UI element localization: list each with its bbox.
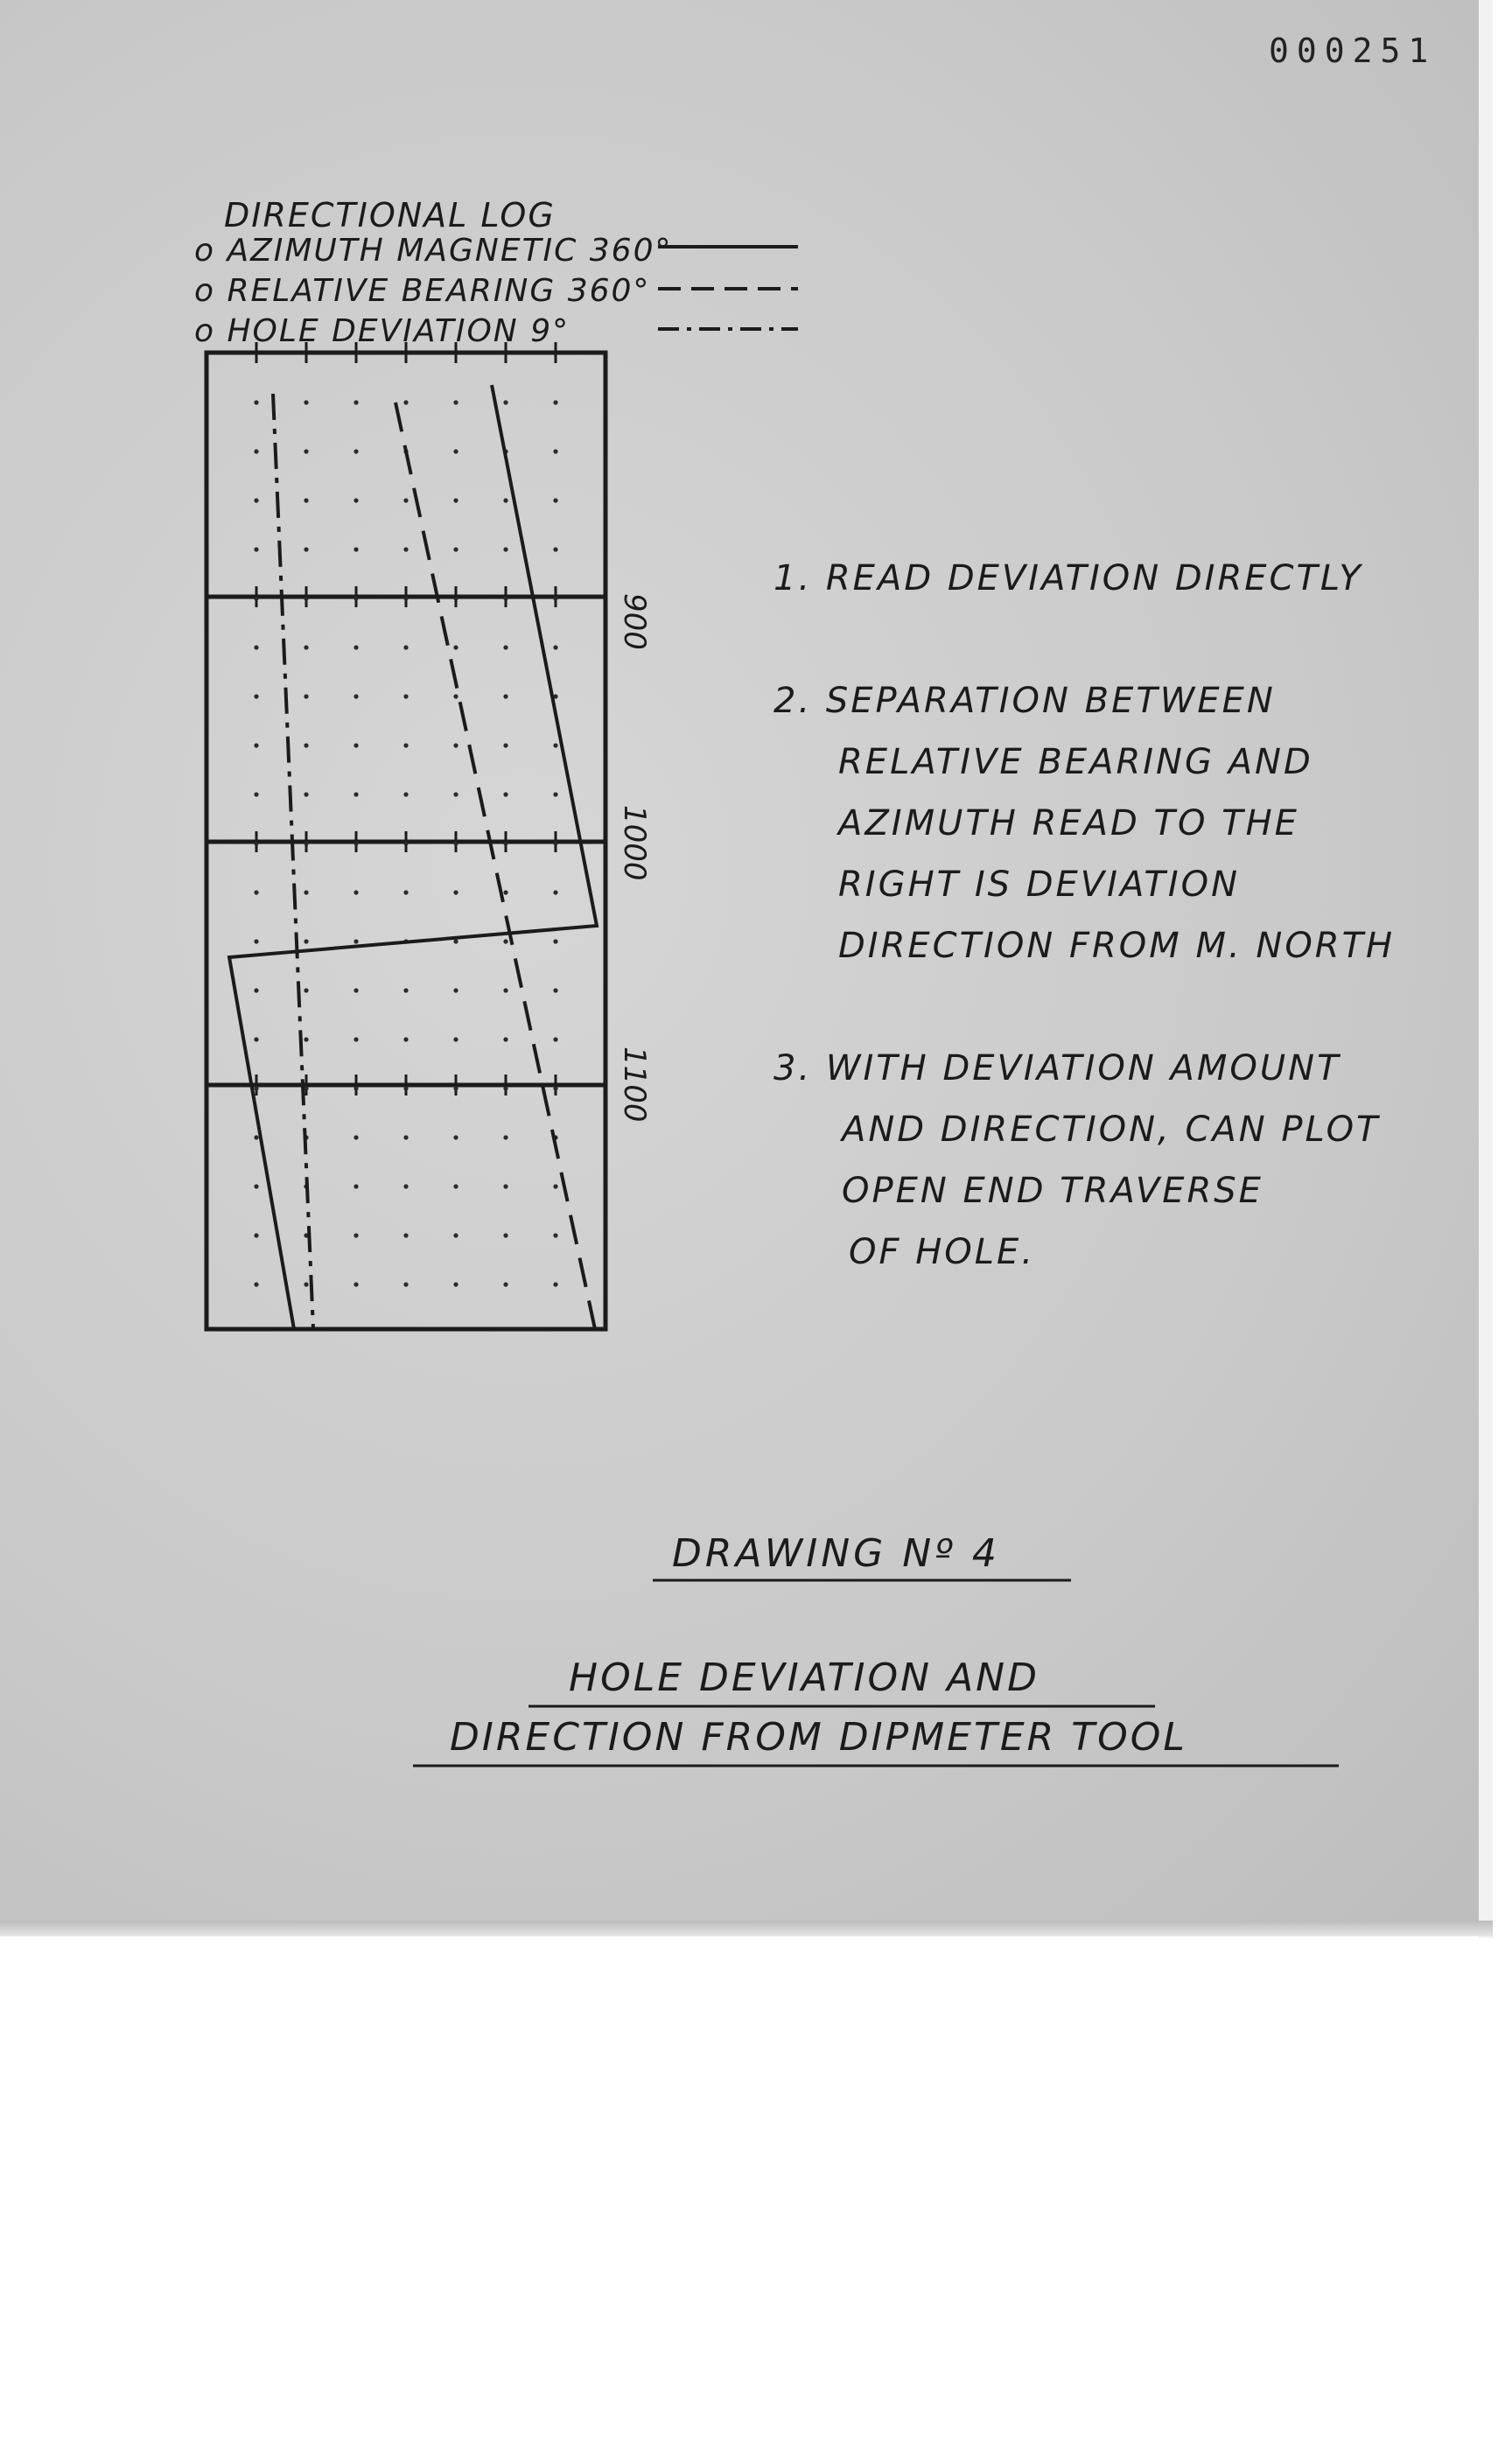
grid-dot: [553, 1184, 557, 1188]
grid-dot: [254, 596, 258, 600]
note-2-line: RELATIVE BEARING AND: [838, 742, 1313, 782]
grid-dot: [304, 1037, 308, 1041]
grid-dot: [453, 547, 458, 551]
grid-dot: [254, 645, 258, 649]
note-2-line: DIRECTION FROM M. NORTH: [838, 926, 1396, 966]
grid-dot: [503, 400, 508, 404]
grid-dot: [254, 743, 258, 747]
drawing-label: DRAWING Nº 4: [672, 1531, 1000, 1576]
grid-dot: [553, 596, 557, 600]
grid-dot: [304, 743, 308, 747]
depth-label-900: 900: [617, 593, 652, 650]
grid-dot: [553, 1282, 557, 1286]
grid-dot: [403, 498, 408, 502]
legend-label-relative-bearing: RELATIVE BEARING: [227, 273, 556, 309]
grid-dot: [354, 1282, 358, 1286]
note-1-line: READ DEVIATION DIRECTLY: [825, 558, 1363, 598]
grid-dot: [403, 841, 408, 845]
grid-dot: [503, 792, 508, 796]
grid-dot: [553, 645, 557, 649]
grid-dot: [354, 1037, 358, 1041]
note-1: [774, 558, 1363, 598]
legend-label-azimuth: AZIMUTH MAGNETIC: [227, 233, 578, 269]
grid-dot: [503, 1086, 508, 1090]
grid-dot: [254, 939, 258, 943]
legend-bullet: o: [194, 273, 216, 309]
grid-dot: [403, 1184, 408, 1188]
note-3-line: WITH DEVIATION AMOUNT: [825, 1048, 1341, 1088]
grid-dot: [304, 841, 308, 845]
grid-dot: [354, 743, 358, 747]
grid-dot: [254, 694, 258, 698]
grid-dot: [453, 1135, 458, 1139]
grid-dot: [403, 1135, 408, 1139]
grid-dot: [503, 890, 508, 894]
grid-dot: [403, 645, 408, 649]
grid-dot: [354, 1135, 358, 1139]
grid-dot: [553, 792, 557, 796]
caption-line-1: HOLE DEVIATION AND: [569, 1656, 1040, 1700]
grid-dot: [254, 1135, 258, 1139]
grid-dot: [354, 841, 358, 845]
grid-dot: [354, 890, 358, 894]
grid-dot: [304, 547, 308, 551]
grid-dot: [503, 1282, 508, 1286]
grid-dot: [553, 400, 557, 404]
grid-dot: [304, 988, 308, 992]
grid-dot: [254, 988, 258, 992]
grid-dot: [254, 1184, 258, 1188]
grid-dot: [453, 890, 458, 894]
grid-dot: [503, 743, 508, 747]
grid-dot: [354, 1184, 358, 1188]
grid-dot: [403, 743, 408, 747]
grid-dot: [354, 547, 358, 551]
grid-dot: [453, 1037, 458, 1041]
grid-dot: [254, 547, 258, 551]
grid-dot: [254, 1086, 258, 1090]
grid-dot: [503, 939, 508, 943]
grid-dot: [453, 596, 458, 600]
grid-dot: [503, 596, 508, 600]
grid-dot: [354, 400, 358, 404]
grid-dot: [403, 400, 408, 404]
grid-dot: [553, 841, 557, 845]
legend-range-azimuth: 360°: [589, 233, 673, 269]
grid-dot: [254, 1282, 258, 1286]
hole-deviation-curve: [273, 394, 313, 1329]
caption-line-2: DIRECTION FROM DIPMETER TOOL: [450, 1715, 1187, 1760]
grid-dot: [354, 694, 358, 698]
grid-dot: [453, 939, 458, 943]
legend-title: DIRECTIONAL LOG: [224, 196, 556, 234]
note-2: [774, 681, 1276, 721]
grid-dot: [403, 988, 408, 992]
grid-dot: [304, 1282, 308, 1286]
grid-dot: [403, 1233, 408, 1237]
legend-range-relative-bearing: 360°: [567, 273, 651, 309]
grid-dot: [254, 792, 258, 796]
grid-dot: [503, 498, 508, 502]
grid-dot: [453, 792, 458, 796]
grid-dot: [254, 498, 258, 502]
grid-dot: [304, 596, 308, 600]
grid-dot: [553, 449, 557, 453]
grid-dot: [503, 988, 508, 992]
note-1-number: 1.: [774, 558, 813, 598]
grid-dot: [503, 841, 508, 845]
grid-dot: [254, 400, 258, 404]
grid-dot: [553, 1037, 557, 1041]
grid-dot: [503, 645, 508, 649]
grid-dot: [453, 1282, 458, 1286]
note-3-number: 3.: [774, 1048, 813, 1088]
grid-dot: [304, 694, 308, 698]
grid-dot: [553, 547, 557, 551]
legend-range-hole-deviation: 9°: [530, 313, 570, 349]
depth-label-1000: 1000: [617, 805, 652, 881]
grid-dot: [304, 498, 308, 502]
grid-dot: [354, 1086, 358, 1090]
note-3-line: OPEN END TRAVERSE: [842, 1171, 1264, 1211]
note-2-line: RIGHT IS DEVIATION: [838, 864, 1241, 905]
grid-dot: [304, 400, 308, 404]
grid-dot: [503, 1184, 508, 1188]
grid-dot: [453, 498, 458, 502]
grid-dot: [453, 400, 458, 404]
grid-dot: [453, 988, 458, 992]
grid-dot: [403, 1086, 408, 1090]
grid-dot: [403, 1282, 408, 1286]
grid-dot: [354, 449, 358, 453]
grid-dot: [254, 449, 258, 453]
azimuth-curve: [229, 385, 597, 1329]
depth-label-1100: 1100: [617, 1046, 652, 1123]
legend-bullet: o: [194, 233, 216, 269]
grid-dot: [553, 498, 557, 502]
grid-dot: [453, 841, 458, 845]
grid-dot: [304, 792, 308, 796]
grid-dot: [254, 841, 258, 845]
grid-dot: [453, 743, 458, 747]
grid-dot: [553, 890, 557, 894]
grid-dot: [403, 792, 408, 796]
note-2-line: AZIMUTH READ TO THE: [838, 803, 1299, 844]
grid-dot: [503, 1037, 508, 1041]
legend-bullet: o: [194, 313, 216, 349]
grid-dot: [354, 498, 358, 502]
grid-dot: [453, 694, 458, 698]
grid-dot: [354, 1233, 358, 1237]
grid-dot: [553, 1086, 557, 1090]
grid-dot: [354, 792, 358, 796]
grid-dot: [403, 547, 408, 551]
grid-dot: [453, 449, 458, 453]
grid-dot: [453, 1233, 458, 1237]
note-3-line: OF HOLE.: [849, 1232, 1036, 1272]
grid-dot: [354, 645, 358, 649]
grid-dot: [453, 1184, 458, 1188]
grid-dot: [403, 1037, 408, 1041]
grid-dot: [553, 939, 557, 943]
grid-dot: [453, 645, 458, 649]
grid-dot: [503, 1135, 508, 1139]
grid-dot: [403, 596, 408, 600]
grid-dot: [403, 694, 408, 698]
note-2-number: 2.: [774, 681, 813, 721]
grid-dot: [553, 1233, 557, 1237]
document-number: 000251: [1269, 32, 1437, 70]
note-3-line: AND DIRECTION, CAN PLOT: [842, 1110, 1381, 1150]
grid-dot: [254, 1233, 258, 1237]
grid-dot: [503, 694, 508, 698]
grid-dot: [254, 1037, 258, 1041]
note-3: [774, 1048, 1341, 1088]
grid-dot: [254, 890, 258, 894]
grid-dot: [503, 1233, 508, 1237]
legend-label-hole-deviation: HOLE DEVIATION: [227, 313, 519, 349]
relative-bearing-curve: [396, 402, 595, 1329]
grid-dot: [553, 988, 557, 992]
grid-dot: [453, 1086, 458, 1090]
note-2-line: SEPARATION BETWEEN: [825, 681, 1276, 721]
grid-dot: [553, 743, 557, 747]
grid-dot: [304, 939, 308, 943]
grid-dot: [304, 449, 308, 453]
grid-dot: [503, 547, 508, 551]
grid-dot: [304, 890, 308, 894]
grid-dot: [304, 645, 308, 649]
grid-dot: [403, 890, 408, 894]
grid-dot: [354, 939, 358, 943]
grid-dot: [354, 988, 358, 992]
grid-dot: [354, 596, 358, 600]
